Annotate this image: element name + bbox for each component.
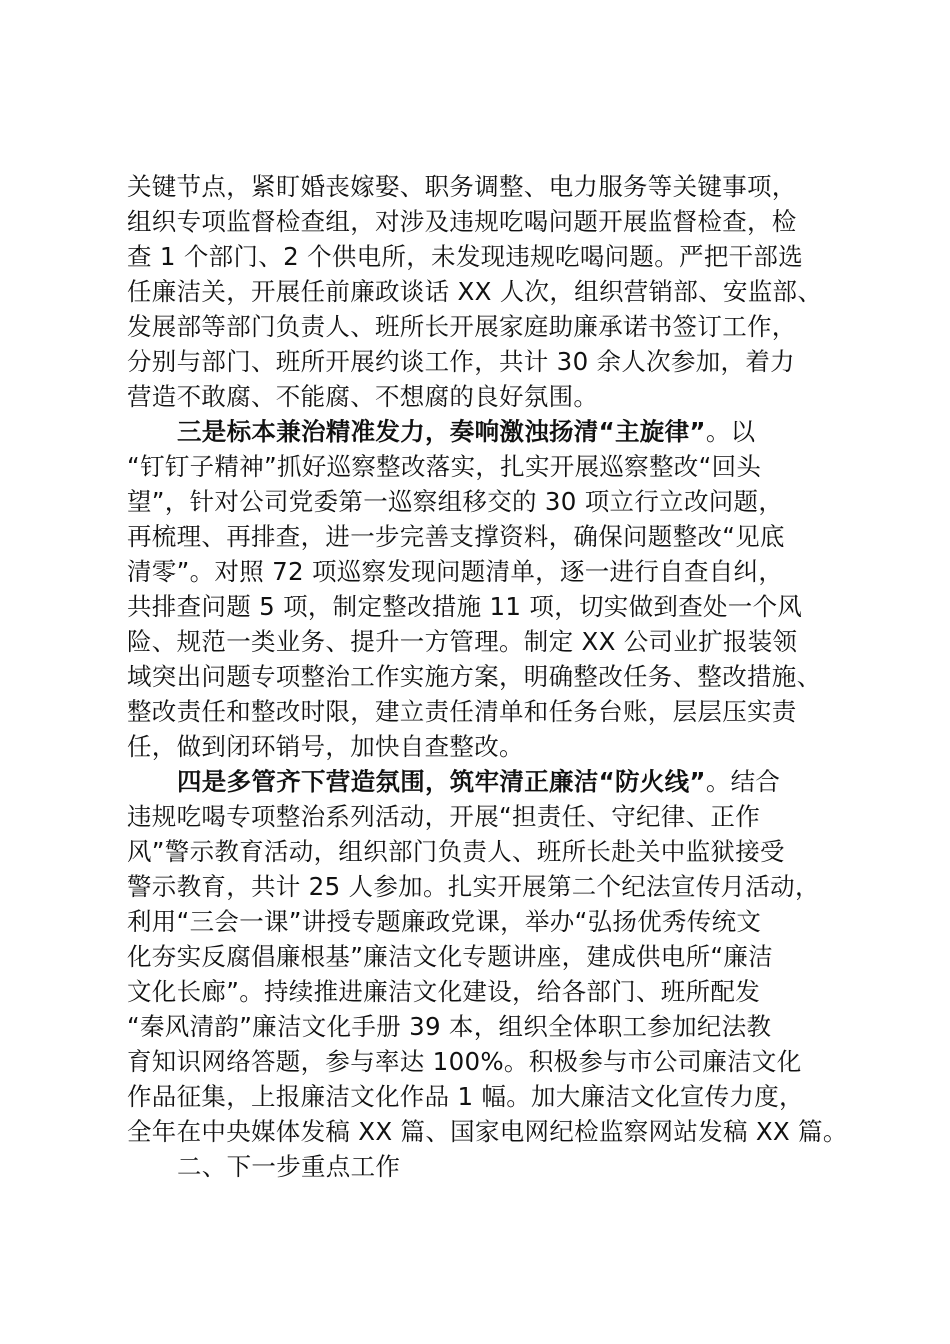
text-line: 任，做到闭环销号，加快自查整改。: [127, 732, 524, 761]
text-line: “钉钉子精神”抓好巡察整改落实，扎实开展巡察整改“回头: [127, 452, 762, 481]
text-line: 查 1 个部门、2 个供电所，未发现违规吃喝问题。严把干部选: [127, 242, 804, 271]
text-line: 利用“三会一课”讲授专题廉政党课，举办“弘扬优秀传统文: [127, 907, 762, 936]
text-line: “秦风清韵”廉洁文化手册 39 本，组织全体职工参加纪法教: [127, 1012, 772, 1041]
paragraph-rectification: [127, 414, 857, 764]
bold-heading: 四是多管齐下营造氛围，筑牢清正廉洁“防火线”: [177, 767, 706, 796]
text-line: 风”警示教育活动，组织部门负责人、班所长赴关中监狱接受: [127, 837, 785, 866]
text-line: 望”，针对公司党委第一巡察组移交的 30 项立行立改问题，: [127, 487, 784, 516]
text-line: 关键节点，紧盯婚丧嫁娶、职务调整、电力服务等关键事项，: [127, 172, 797, 201]
text-line: 清零”。对照 72 项巡察发现问题清单，逐一进行自查自纠，: [127, 557, 784, 586]
heading-tail: 。以: [705, 417, 756, 446]
document-page: [127, 169, 857, 1184]
text-line: 险、规范一类业务、提升一方管理。制定 XX 公司业扩报装领: [127, 627, 798, 656]
paragraph-heading-line: [127, 414, 857, 449]
text-line: 营造不敢腐、不能腐、不想腐的良好氛围。: [127, 382, 599, 411]
heading-tail: 。结合: [705, 767, 781, 796]
text-line: 警示教育，共计 25 人参加。扎实开展第二个纪法宣传月活动，: [127, 872, 820, 901]
text-line: 共排查问题 5 项，制定整改措施 11 项，切实做到查处一个风: [127, 592, 803, 621]
text-line: 发展部等部门负责人、班所长开展家庭助廉承诺书签订工作，: [127, 312, 797, 341]
text-line: 组织专项监督检查组，对涉及违规吃喝问题开展监督检查，检: [127, 207, 797, 236]
bold-heading: 三是标本兼治精准发力，奏响激浊扬清“主旋律”: [177, 417, 706, 446]
paragraph-atmosphere: [127, 764, 857, 1149]
text-line: 域突出问题专项整治工作实施方案，明确整改任务、整改措施、: [127, 662, 822, 691]
text-line: 育知识网络答题，参与率达 100%。积极参与市公司廉洁文化: [127, 1047, 802, 1076]
text-line: 文化长廊”。持续推进廉洁文化建设，给各部门、班所配发: [127, 977, 760, 1006]
text-line: 再梳理、再排查，进一步完善支撑资料，确保问题整改“见底: [127, 522, 785, 551]
text-line: 全年在中央媒体发稿 XX 篇、国家电网纪检监察网站发稿 XX 篇。: [127, 1117, 848, 1146]
text-line: 化夯实反腐倡廉根基”廉洁文化专题讲座，建成供电所“廉洁: [127, 942, 773, 971]
section-heading: 二、下一步重点工作: [177, 1152, 401, 1181]
text-line: 分别与部门、班所开展约谈工作，共计 30 余人次参加，着力: [127, 347, 795, 376]
text-line: 作品征集，上报廉洁文化作品 1 幅。加大廉洁文化宣传力度，: [127, 1082, 804, 1111]
text-line: 任廉洁关，开展任前廉政谈话 XX 人次，组织营销部、安监部、: [127, 277, 823, 306]
paragraph-heading-line: [127, 764, 857, 799]
text-line: 违规吃喝专项整治系列活动，开展“担责任、守纪律、正作: [127, 802, 760, 831]
text-line: 整改责任和整改时限，建立责任清单和任务台账，层层压实责: [127, 697, 797, 726]
paragraph-discipline: [127, 169, 857, 414]
